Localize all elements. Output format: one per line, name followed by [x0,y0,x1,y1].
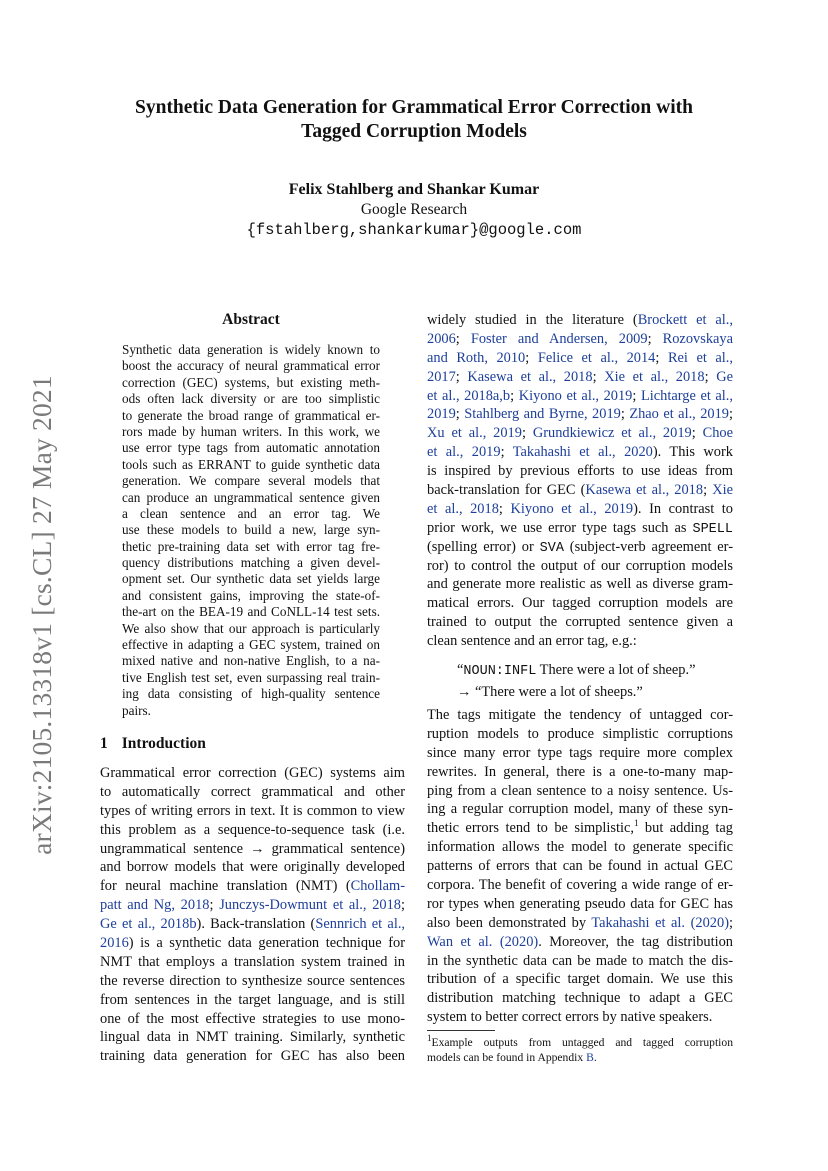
text-run: and generate more realistic as well as diverse gram- [427,576,733,593]
error-tag-code: SVA [539,540,564,556]
example-output: → “There were a lot of sheeps.” [457,684,643,700]
text-run: rewrites. In general, there is a one-to-many map- [427,763,733,780]
footnote-text: models can be found in Appendix [427,1050,587,1064]
text-run: the reverse direction to synthesize source sentences [100,972,405,989]
text-run: ; [691,425,703,442]
text-line [427,876,733,895]
text-line [100,934,405,953]
citation-link[interactable]: et al., 2018 [427,500,499,517]
text-run: ruption models to produce simplistic corruptions [427,725,733,742]
author-affiliation: Google Research [360,201,468,218]
footnote-marker: 1 [427,1033,432,1044]
citation-link[interactable]: Wan et al. (2020) [427,933,539,950]
abstract-line: generation. We compare several models that [122,473,380,489]
section-number: 1 [100,735,108,752]
text-run: ; [525,349,538,366]
text-run: lingual data in NMT training. Similarly, synthetic [100,1029,405,1046]
text-run: ; [620,406,630,423]
text-line [100,840,405,859]
text-line [427,933,733,952]
text-line [427,1008,733,1027]
text-run: ; [704,368,717,385]
text-run: information allows the model to generate specific [427,839,733,856]
text-run: ping from a clean sentence to a noisy sentence. Us- [427,782,733,799]
text-run: system to better correct errors by native speakers. [427,1009,713,1026]
text-run: also been demonstrated by [427,914,592,931]
text-run: ; [498,500,511,517]
open-quote: “ [457,662,464,678]
section-heading-introduction [100,735,206,753]
text-run: prior work, we use error type tags such as [427,519,693,536]
citation-link[interactable]: Choe [702,425,733,442]
text-run: in the synthetic data can be made to match the dis- [427,952,733,969]
abstract-line: quency distributions matching a given devel- [122,555,380,571]
citation-link[interactable]: Grundkiewicz et al., 2019 [532,425,692,442]
text-line [427,857,733,876]
text-line [427,744,733,763]
text-line [427,349,733,368]
citation-link[interactable]: Brockett et al., [637,312,733,328]
abstract-body [122,342,380,719]
text-run: corpora. The benefit of covering a wide range of er- [427,877,733,894]
text-line [427,575,733,594]
text-run: to automatically correct grammatical and other [100,783,405,800]
text-line [427,725,733,744]
introduction-body [100,764,405,1066]
text-line [100,972,405,991]
text-run: and borrow models that were originally developed [100,859,405,876]
appendix-link[interactable]: B [586,1050,594,1064]
abstract-line: correction (GEC) systems, but existing meth- [122,374,380,390]
text-run: patterns of errors that can be found in actual GEC [427,858,733,875]
text-run: . Moreover, the tag distribution [538,933,733,950]
text-run: ). In contrast to [633,500,733,517]
author-email: {fstahlberg,shankarkumar}@google.com [246,221,582,239]
text-line [427,895,733,914]
text-run: (spelling error) or [427,538,540,555]
text-run: tribution of a specific target domain. We use this [427,971,733,988]
citation-link[interactable]: Takahashi et al., 2020 [512,444,653,461]
citation-link[interactable]: Xie et al., 2018 [604,368,705,385]
citation-link[interactable]: and Roth, 2010 [427,349,526,366]
text-line [427,632,733,651]
text-run: The tags mitigate the tendency of untagged cor- [427,707,733,723]
abstract-line: tools such as ERRANT to guide synthetic data [122,456,380,472]
text-line [427,613,733,632]
text-run: ; [521,425,533,442]
text-line [427,706,733,725]
citation-link[interactable]: Junczys-Dowmunt et al., 2018 [219,897,401,914]
abstract-line: pairs. [122,702,151,718]
text-run: ; [401,897,405,914]
abstract-line: We also show that our approach is particularly [122,620,380,636]
footnote-rule [427,1030,495,1031]
footnote-line [427,1033,733,1051]
citation-link[interactable]: Sennrich et al., [315,916,406,933]
text-run: Grammatical error correction (GEC) systems aim [100,765,405,781]
text-run: types of writing errors in text. It is common to view [100,802,405,819]
citation-link[interactable]: Xu et al., 2019 [427,425,522,442]
text-line [100,1028,405,1047]
citation-link[interactable]: 2006 [427,330,456,347]
citation-link[interactable]: 2017 [427,368,456,385]
text-line [100,764,405,783]
text-run: (subject-verb agreement er- [563,538,733,555]
text-run: ). Back-translation ( [196,916,316,933]
citation-link[interactable]: Lichtarge et al., [640,387,733,404]
title-line-2: Tagged Corruption Models [301,121,527,142]
text-run: distribution matching technique to adapt a GEC [427,990,733,1007]
abstract-line: thetic pre-training data set with error tag fre- [122,538,380,554]
citation-link[interactable]: et al., 2019 [427,444,501,461]
abstract-line: opment set. Our synthetic data set yields large [122,571,380,587]
text-run: ; [455,406,465,423]
citation-link[interactable]: Zhao et al., 2019 [629,406,729,423]
text-run: ungrammatical sentence → grammatical sentence) [100,840,405,857]
author-block [80,180,748,240]
text-run: ; [632,387,641,404]
text-line [427,462,733,481]
text-run: training data generation for GEC has also been [100,1048,405,1065]
text-line [427,519,733,538]
abstract-line: Synthetic data generation is widely known to [122,342,380,357]
text-line [427,330,733,349]
text-run: ror) to control the output of our corruption models [427,557,733,574]
citation-link[interactable]: Foster and Andersen, 2009 [470,330,648,347]
abstract-line: and consistent gains, improving the state-of- [122,587,380,603]
text-line [427,500,733,519]
text-line [427,311,733,330]
abstract-line: to generate the broad range of grammatical er- [122,407,380,423]
citation-link[interactable]: Takahashi et al. (2020) [591,914,729,931]
error-tag-code: SPELL [692,521,733,537]
footnote-text: Example outputs from untagged and tagged corruption [431,1036,733,1049]
text-line [427,405,733,424]
citation-link[interactable]: Kasewa et al., 2018 [585,482,704,499]
text-line [100,783,405,802]
text-run: ; [592,368,605,385]
abstract-line: use error type tags from automatic annotation [122,440,380,456]
text-line [100,1047,405,1066]
citation-link[interactable]: 2019 [427,406,456,423]
text-line [427,443,733,462]
example-block [457,660,695,702]
abstract-line: ing data consisting of high-quality sentence [122,686,380,702]
author-names: Felix Stahlberg and Shankar Kumar [288,181,540,198]
citation-link[interactable]: Felice et al., 2014 [537,349,656,366]
title-line-1: Synthetic Data Generation for Grammatical Error Correction with [135,97,693,118]
citation-link[interactable]: Ge [716,368,733,385]
footnote-reference[interactable]: 1 [633,818,639,829]
paper-title [80,96,748,144]
text-run: ; [500,444,513,461]
citation-link[interactable]: 2016 [100,935,129,952]
text-line [100,896,405,915]
citation-link[interactable]: Chollam- [350,878,405,895]
text-line [427,594,733,613]
text-line [427,819,733,838]
text-run: ; [655,349,668,366]
text-line [427,782,733,801]
footnote [427,1033,733,1065]
citation-link[interactable]: Xie [712,482,733,499]
text-run: ). This work [652,444,733,461]
abstract-line: effective in adapting a GEC system, trained on [122,637,380,653]
abstract-line: ods often lack diversity or are too simplistic [122,391,380,407]
abstract-line: mixed native and non-native English, to a na- [122,653,380,669]
text-run: ; [209,897,220,914]
abstract-line: a clean sentence and an error tag. We [122,505,380,521]
text-run: back-translation for GEC ( [427,482,586,499]
text-run: this problem as a sequence-to-sequence task (i.e. [100,821,405,838]
text-line [427,838,733,857]
right-column-text [427,311,733,651]
text-run: ; [728,914,733,931]
text-line [427,424,733,443]
text-run: ror types when generating pseudo data for GEC has [427,895,733,912]
citation-link[interactable]: patt and Ng, 2018 [100,897,210,914]
text-run: ) is a synthetic data generation technique for [128,935,405,952]
abstract-line: can produce an ungrammatical sentence given [122,489,380,505]
citation-link[interactable]: Ge et al., 2018b [100,916,197,933]
text-run: clean sentence and an error tag, e.g.: [427,633,637,650]
text-run: one of the most effective strategies to use mono- [100,1010,405,1027]
citation-link[interactable]: Rei et al., [667,349,733,366]
citation-link[interactable]: et al., 2018a,b [427,387,511,404]
text-line [427,763,733,782]
right-column-text-continued [427,706,733,1027]
text-run: ; [510,387,519,404]
text-line [427,481,733,500]
abstract-heading: Abstract [222,311,280,328]
text-line [427,387,733,406]
example-input [457,660,695,682]
text-run: thetic errors tend to be simplistic, [427,820,634,837]
text-line [100,877,405,896]
footnote-text: . [593,1050,597,1064]
text-line [427,557,733,576]
arxiv-id: arXiv:2105.13318v1 [cs.CL] 27 May 2021 [26,375,57,855]
citation-link[interactable]: Kiyono et al., 2019 [510,500,634,517]
text-line [100,991,405,1010]
text-line [100,821,405,840]
abstract-line: the-art on the BEA-19 and CoNLL-14 test sets. [122,604,380,620]
abstract-line: use these models to build a new, large syn- [122,522,380,538]
abstract-line: rors made by human writers. In this work, we [122,423,380,439]
text-run: matical errors. Our tagged corruption models are [427,595,733,612]
citation-link[interactable]: Stahlberg and Byrne, 2019 [464,406,621,423]
text-line [100,915,405,934]
text-line [427,970,733,989]
text-run: ; [703,482,713,499]
text-line [427,538,733,557]
text-line [427,989,733,1008]
text-run: is inspired by previous efforts to use ideas from [427,463,733,480]
error-tag: NOUN:INFL [463,664,537,679]
text-line [100,858,405,877]
text-line [427,952,733,971]
text-run: from sentences in the target language, and is still [100,991,405,1008]
abstract-line: tive English test set, even surpassing real train- [122,669,380,685]
text-run: ing a regular corruption model, many of these syn- [427,801,733,818]
text-line [427,800,733,819]
citation-link[interactable]: Kiyono et al., 2019 [518,387,633,404]
text-run: ; [729,406,733,423]
text-run: since many error type tags require more complex [427,744,733,761]
text-run: but adding tag [638,820,733,837]
text-line [100,802,405,821]
text-line [100,1010,405,1029]
text-run: widely studied in the literature ( [427,312,638,328]
citation-link[interactable]: Kasewa et al., 2018 [467,368,593,385]
section-title: Introduction [121,735,206,752]
citation-link[interactable]: Rozovskaya [662,330,733,347]
text-run: for neural machine translation (NMT) ( [100,878,351,895]
text-line [427,914,733,933]
text-run: ; [455,368,468,385]
abstract-line: boost the accuracy of neural grammatical error [122,358,380,374]
text-run: ; [647,330,663,347]
text-run: ; [455,330,471,347]
arxiv-stamp [22,350,62,880]
text-line [427,368,733,387]
text-line [100,953,405,972]
example-clean-sentence: There were a lot of sheep.” [536,662,696,678]
text-run: NMT that employs a translation system trained in [100,953,405,970]
footnote-line [427,1051,733,1066]
text-run: trained to output the corrupted sentence given a [427,614,733,631]
